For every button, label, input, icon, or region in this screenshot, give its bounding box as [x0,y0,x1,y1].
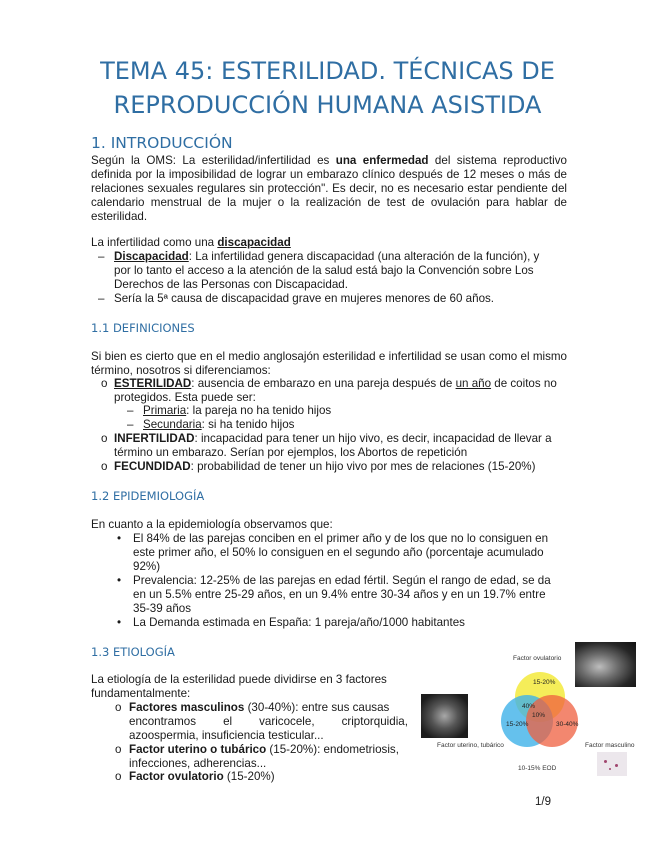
etiologia-intro: La etiología de la esterilidad puede dividirse en 3 factores [91,673,387,686]
sperm-microscopy-image [597,752,627,776]
epidemiologia-bullet-2-line3: 35-39 años [133,602,192,615]
epidemiologia-bullet-1-line3: 92%) [133,560,161,573]
secundaria-item: Secundaria: si ha tenido hijos [143,418,295,431]
circle-bullet-icon: o [101,460,108,473]
etiologia-item-2-line2: infecciones, adherencias... [129,757,267,770]
esterilidad-item-line2: protegidos. Esta puede ser: [114,391,256,404]
discapacidad-item-1: Discapacidad: La infertilidad genera discapacidad (una alteración de la función), y [114,250,540,263]
bullet-icon: • [117,616,122,629]
epidemiologia-bullet-2: Prevalencia: 12-25% de las parejas en edad fértil. Según el rango de edad, se da [133,574,551,587]
infertilidad-item: INFERTILIDAD: incapacidad para tener un hijo vivo, es decir, incapacidad de llevar a [114,432,552,445]
etiologia-intro-line2: fundamentalmente: [91,687,191,700]
intro-paragraph: Según la OMS: La esterilidad/infertilidad es una enfermedad del sistema reproductivo definida por la imposibilidad de lograr un embarazo clínico después de 12 meses o más de relaciones sexuales regulares sin protección". Es decir, no es necesario estar pendiente del calendario menstrual de la mujer o la realización de test de ovulación para hablar de esterilidad. [91,154,567,223]
dash-icon: – [127,418,134,431]
title-line-2: REPRODUCCIÓN HUMANA ASISTIDA [113,91,542,119]
etiologia-item-1-line3: azoospermia, insuficiencia testicular... [129,729,324,742]
page-title [60,54,595,122]
fecundidad-item: FECUNDIDAD: probabilidad de tener un hijo vivo por mes de relaciones (15-20%) [114,460,536,473]
venn-bottom-label: 10-15% EOD [518,765,557,772]
epidemiologia-intro: En cuanto a la epidemiología observamos que: [91,518,333,531]
page-number: 1/9 [535,796,551,808]
etiologia-item-1: Factores masculinos (30-40%): entre sus causas [129,701,390,714]
etiologia-item-1-line2: encontramos el varicocele, criptorquidia, [129,715,408,728]
infertilidad-item-line2: término un embarazo. Serían por ejemplos, los Abortos de repetición [114,446,468,459]
heading-epidemiologia: 1.2 EPIDEMIOLOGÍA [91,489,205,503]
discapacidad-item-1-line2: por lo tanto el acceso a la atención de la salud está bajo la Convención sobre Los [114,264,534,277]
epidemiologia-bullet-1: El 84% de las parejas conciben en el primer año y de los que no lo consiguen en [133,532,549,545]
epidemiologia-bullet-3: La Demanda estimada en España: 1 pareja/año/1000 habitantes [133,616,465,629]
circle-bullet-icon: o [101,377,108,390]
title-line-1: TEMA 45: ESTERILIDAD. TÉCNICAS DE [100,57,555,85]
heading-introduccion: 1. INTRODUCCIÓN [91,134,233,152]
venn-right-label: Factor masculino [585,742,635,749]
bullet-icon: • [117,574,122,587]
dash-icon: – [127,404,134,417]
square-bullet-icon: o [115,743,122,756]
venn-left-label: Factor uterino, tubárico [437,742,504,749]
discapacidad-item-2: Sería la 5ª causa de discapacidad grave en mujeres menores de 60 años. [114,292,495,305]
venn-top-value: 15-20% [533,679,556,686]
primaria-item: Primaria: la pareja no ha tenido hijos [143,404,332,417]
epidemiologia-bullet-2-line2: en un 5.5% entre 25-29 años, en un 9.4% entre 30-34 años y en un 19.7% entre [133,588,546,601]
venn-center-value: 10% [532,712,546,719]
dash-icon: – [98,250,105,263]
bullet-icon: • [117,532,122,545]
etiologia-item-3: Factor ovulatorio (15-20%) [129,770,275,783]
esterilidad-item: ESTERILIDAD: ausencia de embarazo en una pareja después de un año de coitos no [114,377,557,390]
discapacidad-item-1-line3: Derechos de las Personas con Discapacidad. [114,278,348,291]
venn-top-label: Factor ovulatorio [513,655,562,662]
venn-center-top-value: 40% [522,703,536,710]
circle-bullet-icon: o [101,432,108,445]
epidemiologia-bullet-1-line2: este primer año, el 50% lo consiguen en el segundo año (porcentaje acumulado [133,546,544,559]
heading-etiologia: 1.3 ETIOLOGÍA [91,645,175,659]
heading-definiciones: 1.1 DEFINICIONES [91,321,195,335]
dash-icon: – [98,292,105,305]
square-bullet-icon: o [115,770,122,783]
uterus-ultrasound-image [421,694,468,738]
square-bullet-icon: o [115,701,122,714]
venn-right-value: 30-40% [556,721,579,728]
venn-diagram [490,666,590,766]
venn-left-value: 15-20% [506,721,529,728]
etiologia-item-2: Factor uterino o tubárico (15-20%): endometriosis, [129,743,399,756]
definiciones-paragraph: Si bien es cierto que en el medio anglosajón esterilidad e infertilidad se usan como el mismo término, nosotros si diferenciamos: [91,350,567,377]
discapacidad-intro: La infertilidad como una discapacidad [91,236,291,249]
